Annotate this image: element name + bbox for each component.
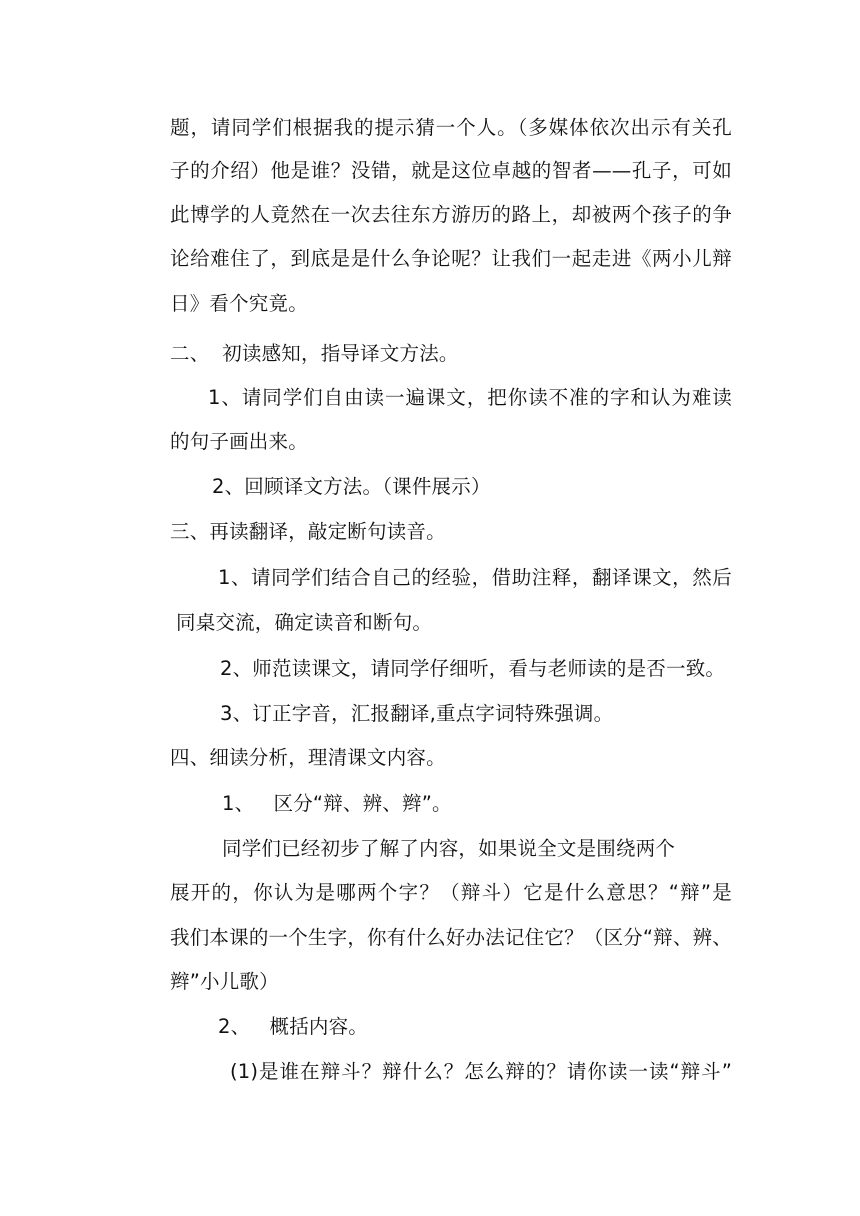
paragraph-line: 日》看个究竟。 [170, 292, 308, 315]
list-item-line: 1、 区分“辩、辨、辫”。 [222, 792, 452, 815]
list-item-line: 1、请同学们结合自己的经验，借助注释，翻译课文，然后 [218, 566, 732, 589]
list-item-line: 2、师范读课文，请同学仔细听，看与老师读的是否一致。 [220, 657, 726, 680]
list-item-line: 的句子画出来。 [170, 430, 308, 453]
paragraph-line: 此博学的人竟然在一次去往东方游历的路上，却被两个孩子的争 [170, 203, 732, 226]
section-heading: 三、再读翻译，敲定断句读音。 [170, 520, 446, 543]
paragraph-line: 题，请同学们根据我的提示猜一个人。（多媒体依次出示有关孔 [170, 116, 732, 139]
list-item-line: (1)是谁在辩斗？辩什么？怎么辩的？请你读一读“辩斗” [230, 1060, 732, 1083]
section-heading: 四、细读分析，理清课文内容。 [170, 746, 446, 769]
paragraph-line: 展开的，你认为是哪两个字？（辩斗）它是什么意思？“辩”是 [170, 881, 732, 904]
section-heading: 二、 初读感知，指导译文方法。 [170, 342, 459, 365]
paragraph-line: 论给难住了，到底是是什么争论呢？让我们一起走进《两小儿辩 [170, 247, 732, 270]
paragraph-line: 我们本课的一个生字，你有什么好办法记住它？（区分“辩、辨、 [170, 926, 732, 949]
paragraph-line: 子的介绍）他是谁？没错，就是这位卓越的智者——孔子，可如 [170, 159, 732, 182]
list-item-line: 2、回顾译文方法。（课件展示） [212, 475, 491, 498]
paragraph-line: 辫”小儿歌） [170, 970, 279, 993]
list-item-line: 1、请同学们自由读一遍课文，把你读不准的字和认为难读 [208, 386, 732, 409]
paragraph-line: 同学们已经初步了解了内容，如果说全文是围绕两个 [222, 837, 676, 860]
list-item-line: 同桌交流，确定读音和断句。 [176, 611, 433, 634]
list-item-line: 2、 概括内容。 [218, 1015, 369, 1038]
list-item-line: 3、订正字音，汇报翻译,重点字词特殊强调。 [220, 702, 614, 725]
